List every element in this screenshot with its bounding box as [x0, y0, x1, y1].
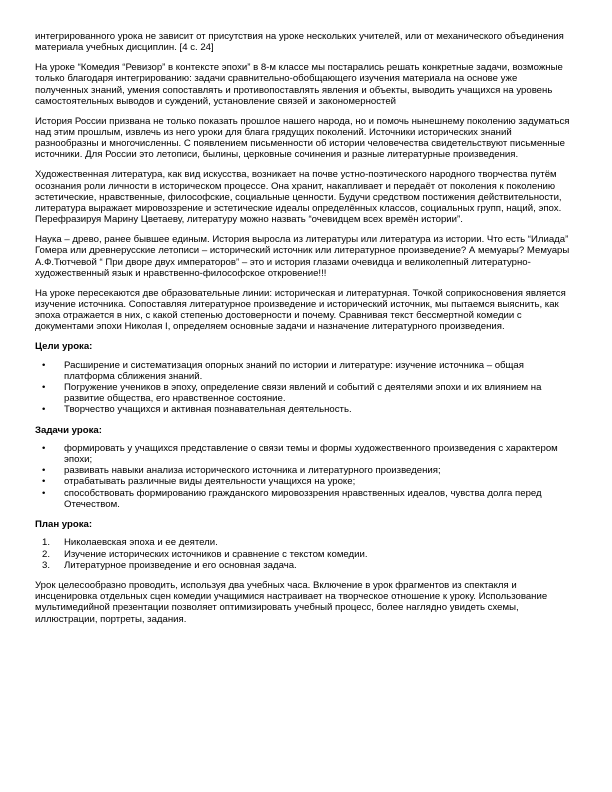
list-item: Литературное произведение и его основная задача. [64, 559, 297, 571]
list-item: • развивать навыки анализа исторического источника и литературного произведения; [64, 465, 572, 476]
paragraph-closing: Урок целесообразно проводить, используя два учебных часа. Включение в урок фрагментов из спектакля и инсценировка отдельных сцен комедии учащимися настраивает на творческое отношение к уроку. Использование мультимедийной презентации позволяет оптимизировать учебный процесс, более наглядно увидеть схемы, иллюстрации, портреты, задания. [35, 579, 548, 625]
list-item: • Творчество учащихся и активная познавательная деятельность. [64, 404, 572, 415]
paragraph-educational-lines: На уроке пересекаются две образовательные линии: историческая и литературная. Точкой соприкосновения является изучение источника. Сопоставляя литературное произведение и исторический источник, мы пытаемся выяснить, как эпоха отражается в них, с какой степенью достоверности и почему. Сравнивая текст бессмертной комедии с документами эпохи Николая I, определяем основные задачи и назначение литературного произведения. [35, 287, 566, 333]
list-item: • отрабатывать различные виды деятельности учащихся на уроке; [64, 476, 572, 487]
list-item: • формировать у учащихся представление о связи темы и формы художественного произведения с характером эпохи; [64, 443, 572, 465]
plan-heading: План урока: [35, 519, 93, 531]
list-item: Николаевская эпоха и ее деятели. [64, 537, 218, 549]
goals-heading: Цели урока: [35, 341, 93, 353]
paragraph-lesson-intro: На уроке “Комедия “Ревизор” в контексте эпохи” в 8-м классе мы постарались решать конкретные задачи, возможные только благодаря интегрированию: задачи сравнительно-обобщающего изучения материала на основе уже полученных знаний, умения сопоставлять и противопоставлять явления и объекты, выводить учащихся на уровень самостоятельных выводов и суждений, установление связей и закономерностей [35, 62, 563, 107]
plan-list [35, 537, 572, 571]
list-item: • Погружение учеников в эпоху, определение связи явлений и событий с деятелями эпохи и их влиянием на развитие общества, его нравственное состояние. [64, 382, 572, 404]
list-item: Изучение исторических источников и сравнение с текстом комедии. [64, 548, 368, 560]
paragraph-science: Наука – древо, ранее бывшее единым. История выросла из литературы или литература из истории. Что есть “Илиада” Гомера или древнерусские летописи – исторический источник или литературное произведение? А мемуары? Мемуары А.Ф.Тютчевой “ При дворе двух императоров” – это и история глазами очевидца и великолепный литературно-художественный язык и нравственно-философское откровение!!! [35, 234, 570, 279]
goals-list [35, 360, 572, 416]
list-item: • способствовать формированию гражданского мировоззрения нравственных идеалов, чувства долга перед Отечеством. [64, 488, 572, 510]
paragraph-literature: Художественная литература, как вид искусства, возникает на почве устно-поэтического народного творчества путём осознания роли личности в историческом процессе. Она хранит, накапливает и передаёт от поколения к поколению эстетические, нравственные, философские, социальные ценности. Будучи средством постижения действительности, литература выражает мировоззрение и эстетические идеалы определённых классов, социальных групп, наций, эпох. Перефразируя Марину Цветаеву, литературу можно назвать “очевидцем всех времён истории”. [35, 169, 562, 226]
paragraph-russian-history: История России призвана не только показать прошлое нашего народа, но и помочь нынешнему поколению задуматься над этим прошлым, извлечь из него уроки для блага грядущих поколений. Источники исторических знаний разнообразны и многочисленны. С появлением письменности об истории человечества свидетельствуют письменные источники. Для России это летописи, былины, церковные сочинения и разные литературные произведения. [35, 115, 570, 161]
list-item: • Расширение и систематизация опорных знаний по истории и литературе: изучение источника – общая платформа сближения знаний. [64, 360, 572, 382]
paragraph-integration-note: интегрированного урока не зависит от присутствия на уроке нескольких учителей, или от механического объединения материала учебных дисциплин. [4 с. 24] [35, 31, 564, 54]
tasks-heading: Задачи урока: [35, 424, 102, 436]
tasks-list [35, 443, 572, 510]
